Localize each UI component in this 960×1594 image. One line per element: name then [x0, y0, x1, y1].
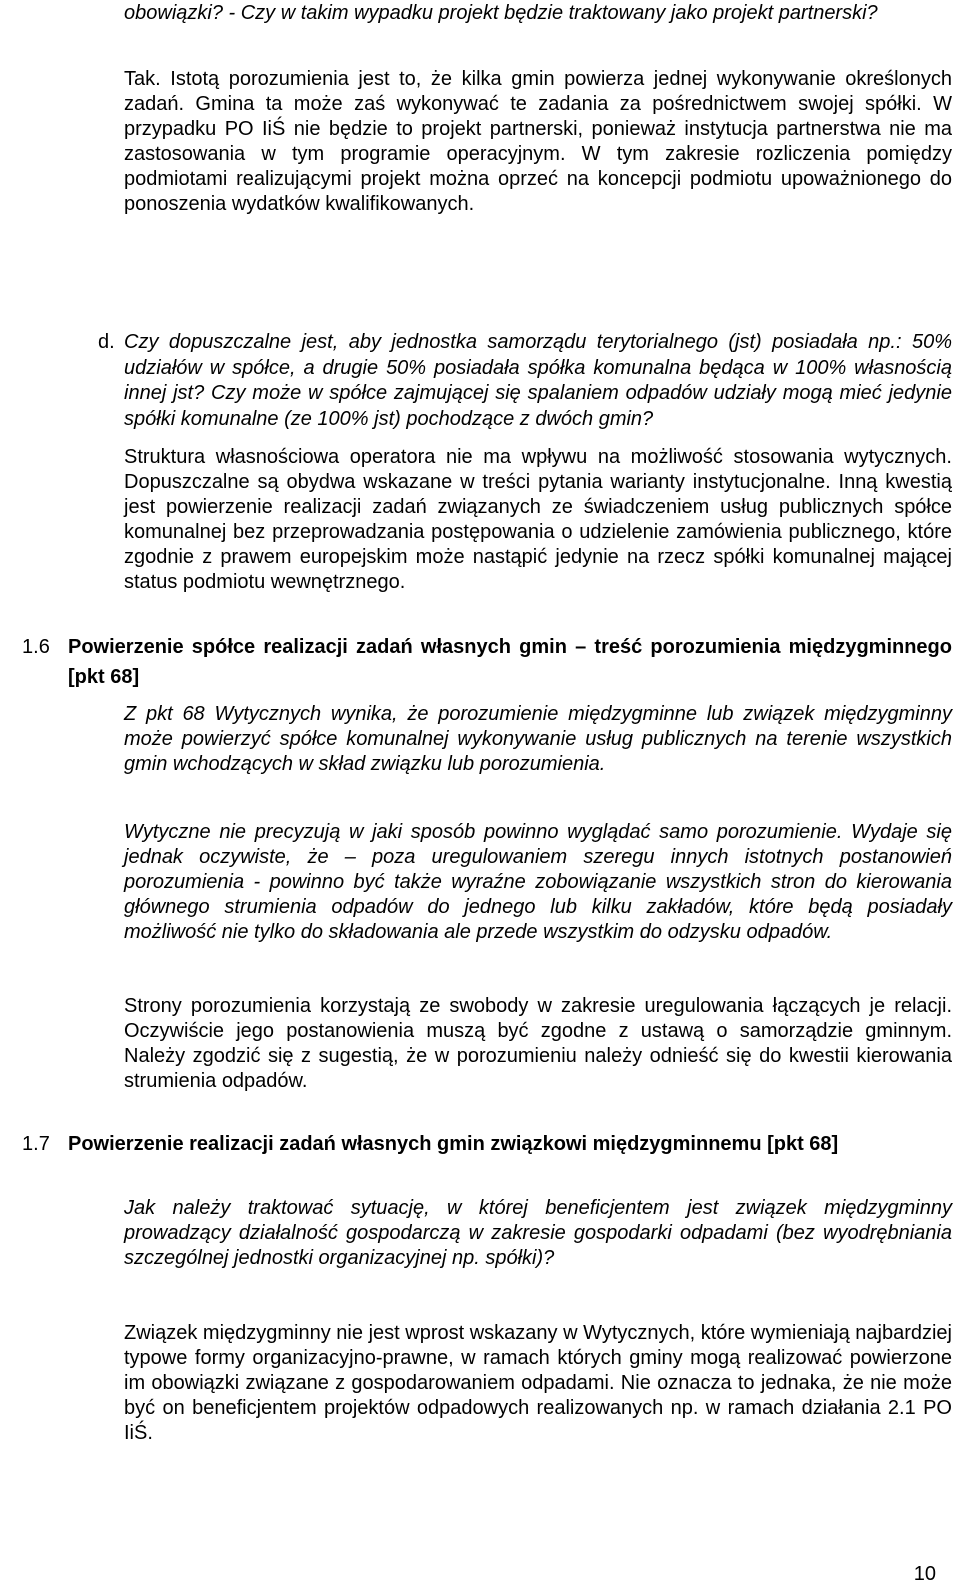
section-number-major: 1.	[22, 636, 39, 658]
section-heading-1-6: Powierzenie spółce realizacji zadań własnych gmin – treść porozumienia międzygminnego [pkt 68]	[68, 636, 952, 688]
section-1-6-paragraph-2: Wytyczne nie precyzują w jaki sposób powinno wyglądać samo porozumienie. Wydaje się jednak oczywiste, że – poza uregulowaniem szeregu innych istotnych postanowień porozumienia - powinno być także wyraźne zobowiązanie wszystkich stron do kierowania głównego strumienia odpadów do jednego lub kilku zakładów, które będą posiadały możliwość nie tylko do składowania ale przede wszystkim do odzysku odpadów.	[124, 821, 952, 943]
section-1-6-paragraph-1: Z pkt 68 Wytycznych wynika, że porozumienie międzygminne lub związek międzygminny może powierzyć spółce komunalnej wykonywanie usług publicznych na terenie wszystkich gmin wchodzących w skład związku lub porozumienia.	[124, 703, 952, 775]
section-1-7-paragraph-1: Jak należy traktować sytuację, w której beneficjentem jest związek międzygminny prowadzący działalność gospodarczą w zakresie gospodarki odpadami (bez wyodrębniania szczególnej jednostki organizacyjnej np. spółki)?	[124, 1197, 952, 1269]
section-1-7-paragraph-2: Związek międzygminny nie jest wprost wskazany w Wytycznych, które wymieniają najbardziej typowe formy organizacyjno-prawne, w ramach których gminy mogą realizować powierzone im obowiązki związane z gospodarowaniem odpadami. Nie oznacza to jednaka, że nie może być on beneficjentem projektów odpadowych realizowanych np. w ramach działania 2.1 PO IiŚ.	[124, 1322, 952, 1444]
list-letter-d: d.	[98, 331, 115, 353]
section-number-minor: 7	[38, 1133, 50, 1155]
answer-paragraph: Tak. Istotą porozumienia jest to, że kilka gmin powierza jednej wykonywanie określonych zadań. Gmina ta może zaś wykonywać te zadania za pośrednictwem swojej spółki. W przypadku PO IiŚ nie będzie to projekt partnerski, ponieważ instytucja partnerstwa nie ma zastosowania w tym programie operacyjnym. W tym zakresie rozliczenia pomiędzy podmiotami realizującymi projekt można oprzeć na koncepcji podmiotu upoważnionego do ponoszenia wydatków kwalifikowanych.	[124, 68, 952, 215]
page-number: 10	[913, 1563, 936, 1585]
section-number-minor: 6	[38, 636, 50, 658]
section-heading-1-7: Powierzenie realizacji zadań własnych gmin związkowi międzygminnemu [pkt 68]	[68, 1133, 839, 1155]
section-1-6-paragraph-3: Strony porozumienia korzystają ze swobody w zakresie uregulowania łączących je relacji. Oczywiście jego postanowienia muszą być zgodne z ustawą o samorządzie gminnym. Należy zgodzić się z sugestią, że w porozumieniu należy odnieść się do kwestii kierowania strumienia odpadów.	[124, 995, 952, 1092]
question-d: Czy dopuszczalne jest, aby jednostka samorządu terytorialnego (jst) posiadała np.: 50% udziałów w spółce, a drugie 50% posiadała spółka komunalna będąca w 100% własnością innej jst? Czy może w spółce zajmującej się spalaniem odpadów udziały mogą mieć jedynie spółki komunalne (ze 100% jst) pochodzące z dwóch gmin?	[124, 331, 952, 430]
answer-d-paragraph: Struktura własnościowa operatora nie ma wpływu na możliwość stosowania wytycznych. Dopuszczalne są obydwa wskazane w treści pytania warianty instytucjonalne. Inną kwestią jest powierzenie realizacji zadań związanych ze świadczeniem usług publicznych spółce komunalnej bez przeprowadzania postępowania o udzielenie zamówienia publicznego, które zgodnie z prawem europejskim może nastąpić jedynie na rzecz spółki komunalnej mającej status podmiotu wewnętrznego.	[124, 446, 952, 593]
question-continued: obowiązki? - Czy w takim wypadku projekt będzie traktowany jako projekt partnerski?	[124, 2, 878, 24]
section-number-1-6	[22, 632, 50, 662]
section-number-1-7	[22, 1129, 50, 1159]
section-number-major: 1.	[22, 1133, 39, 1155]
